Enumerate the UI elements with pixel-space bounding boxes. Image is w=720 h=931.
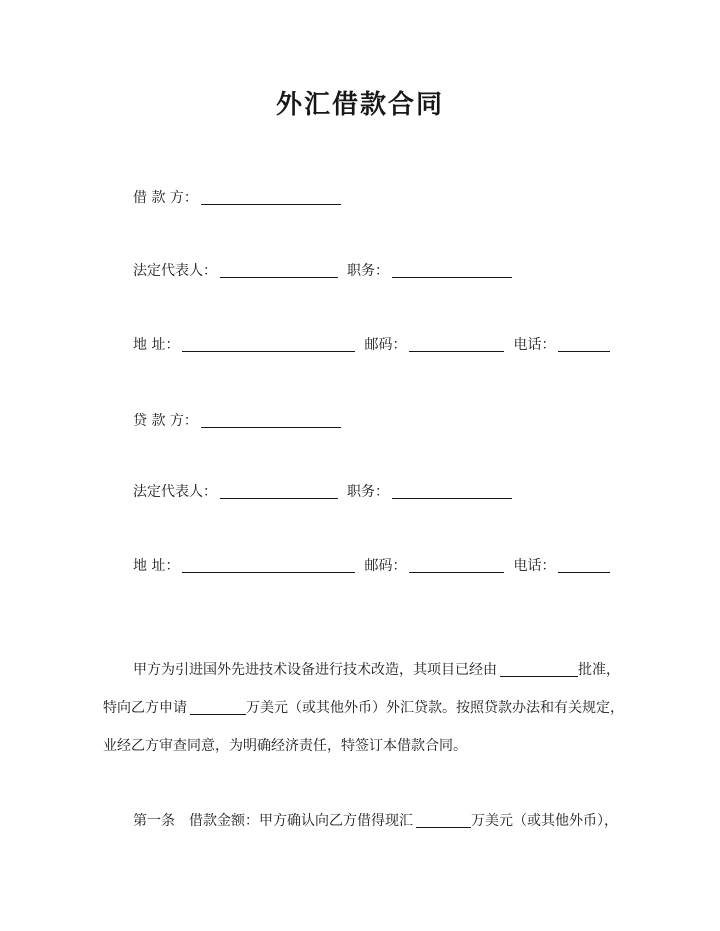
legal-rep-1-blank-line [220, 263, 338, 278]
phone-2-label: 电话： [513, 558, 556, 574]
zip-1-blank-line [409, 337, 504, 352]
form-row-borrower [133, 190, 341, 205]
lender-blank-line [201, 413, 341, 428]
address-1-label: 地 址： [133, 337, 180, 353]
borrower-label: 借 款 方： [133, 190, 198, 206]
position-2-label: 职务： [347, 484, 389, 500]
requested-amount-blank-line [190, 700, 246, 715]
intro-text-2a: 特向乙方申请 [103, 700, 187, 716]
zip-2-label: 邮码： [364, 558, 407, 574]
phone-1-blank-line [558, 337, 610, 352]
zip-1-label: 邮码： [364, 337, 407, 353]
legal-rep-2-blank-line [220, 484, 338, 499]
address-2-label: 地 址： [133, 558, 180, 574]
form-row-legal-rep-1 [133, 263, 512, 278]
position-1-blank-line [392, 263, 512, 278]
intro-text-1a: 甲方为引进国外先进技术设备进行技术改造，其项目已经由 [133, 662, 497, 678]
intro-text-3: 业经乙方审查同意，为明确经济责任，特签订本借款合同。 [103, 738, 467, 754]
intro-paragraph-line-3 [103, 737, 623, 755]
article-1-text-a: 第一条 借款金额：甲方确认向乙方借得现汇 [133, 813, 413, 829]
article-1-paragraph [103, 812, 653, 830]
loan-amount-blank-line [416, 813, 471, 828]
position-1-label: 职务： [347, 263, 389, 279]
form-row-lender [133, 413, 341, 428]
form-row-address-1 [133, 337, 610, 352]
intro-text-2b: 万美元（或其他外币）外汇贷款。按照贷款办法和有关规定， [246, 700, 624, 716]
article-1-text-b: 万美元（或其他外币）， [471, 813, 618, 829]
address-2-blank-line [182, 558, 355, 573]
form-row-legal-rep-2 [133, 484, 512, 499]
zip-2-blank-line [409, 558, 504, 573]
borrower-blank-line [201, 190, 341, 205]
intro-paragraph-line-2 [103, 699, 623, 717]
phone-1-label: 电话： [513, 337, 556, 353]
lender-label: 贷 款 方： [133, 413, 198, 429]
legal-rep-2-label: 法定代表人： [133, 484, 217, 500]
approver-blank-line [500, 662, 578, 677]
address-1-blank-line [182, 337, 355, 352]
form-row-address-2 [133, 558, 610, 573]
legal-rep-1-label: 法定代表人： [133, 263, 217, 279]
phone-2-blank-line [558, 558, 610, 573]
document-title: 外汇借款合同 [275, 90, 444, 120]
position-2-blank-line [392, 484, 512, 499]
intro-text-1b: 批准， [578, 662, 620, 678]
intro-paragraph-line-1 [103, 661, 653, 679]
